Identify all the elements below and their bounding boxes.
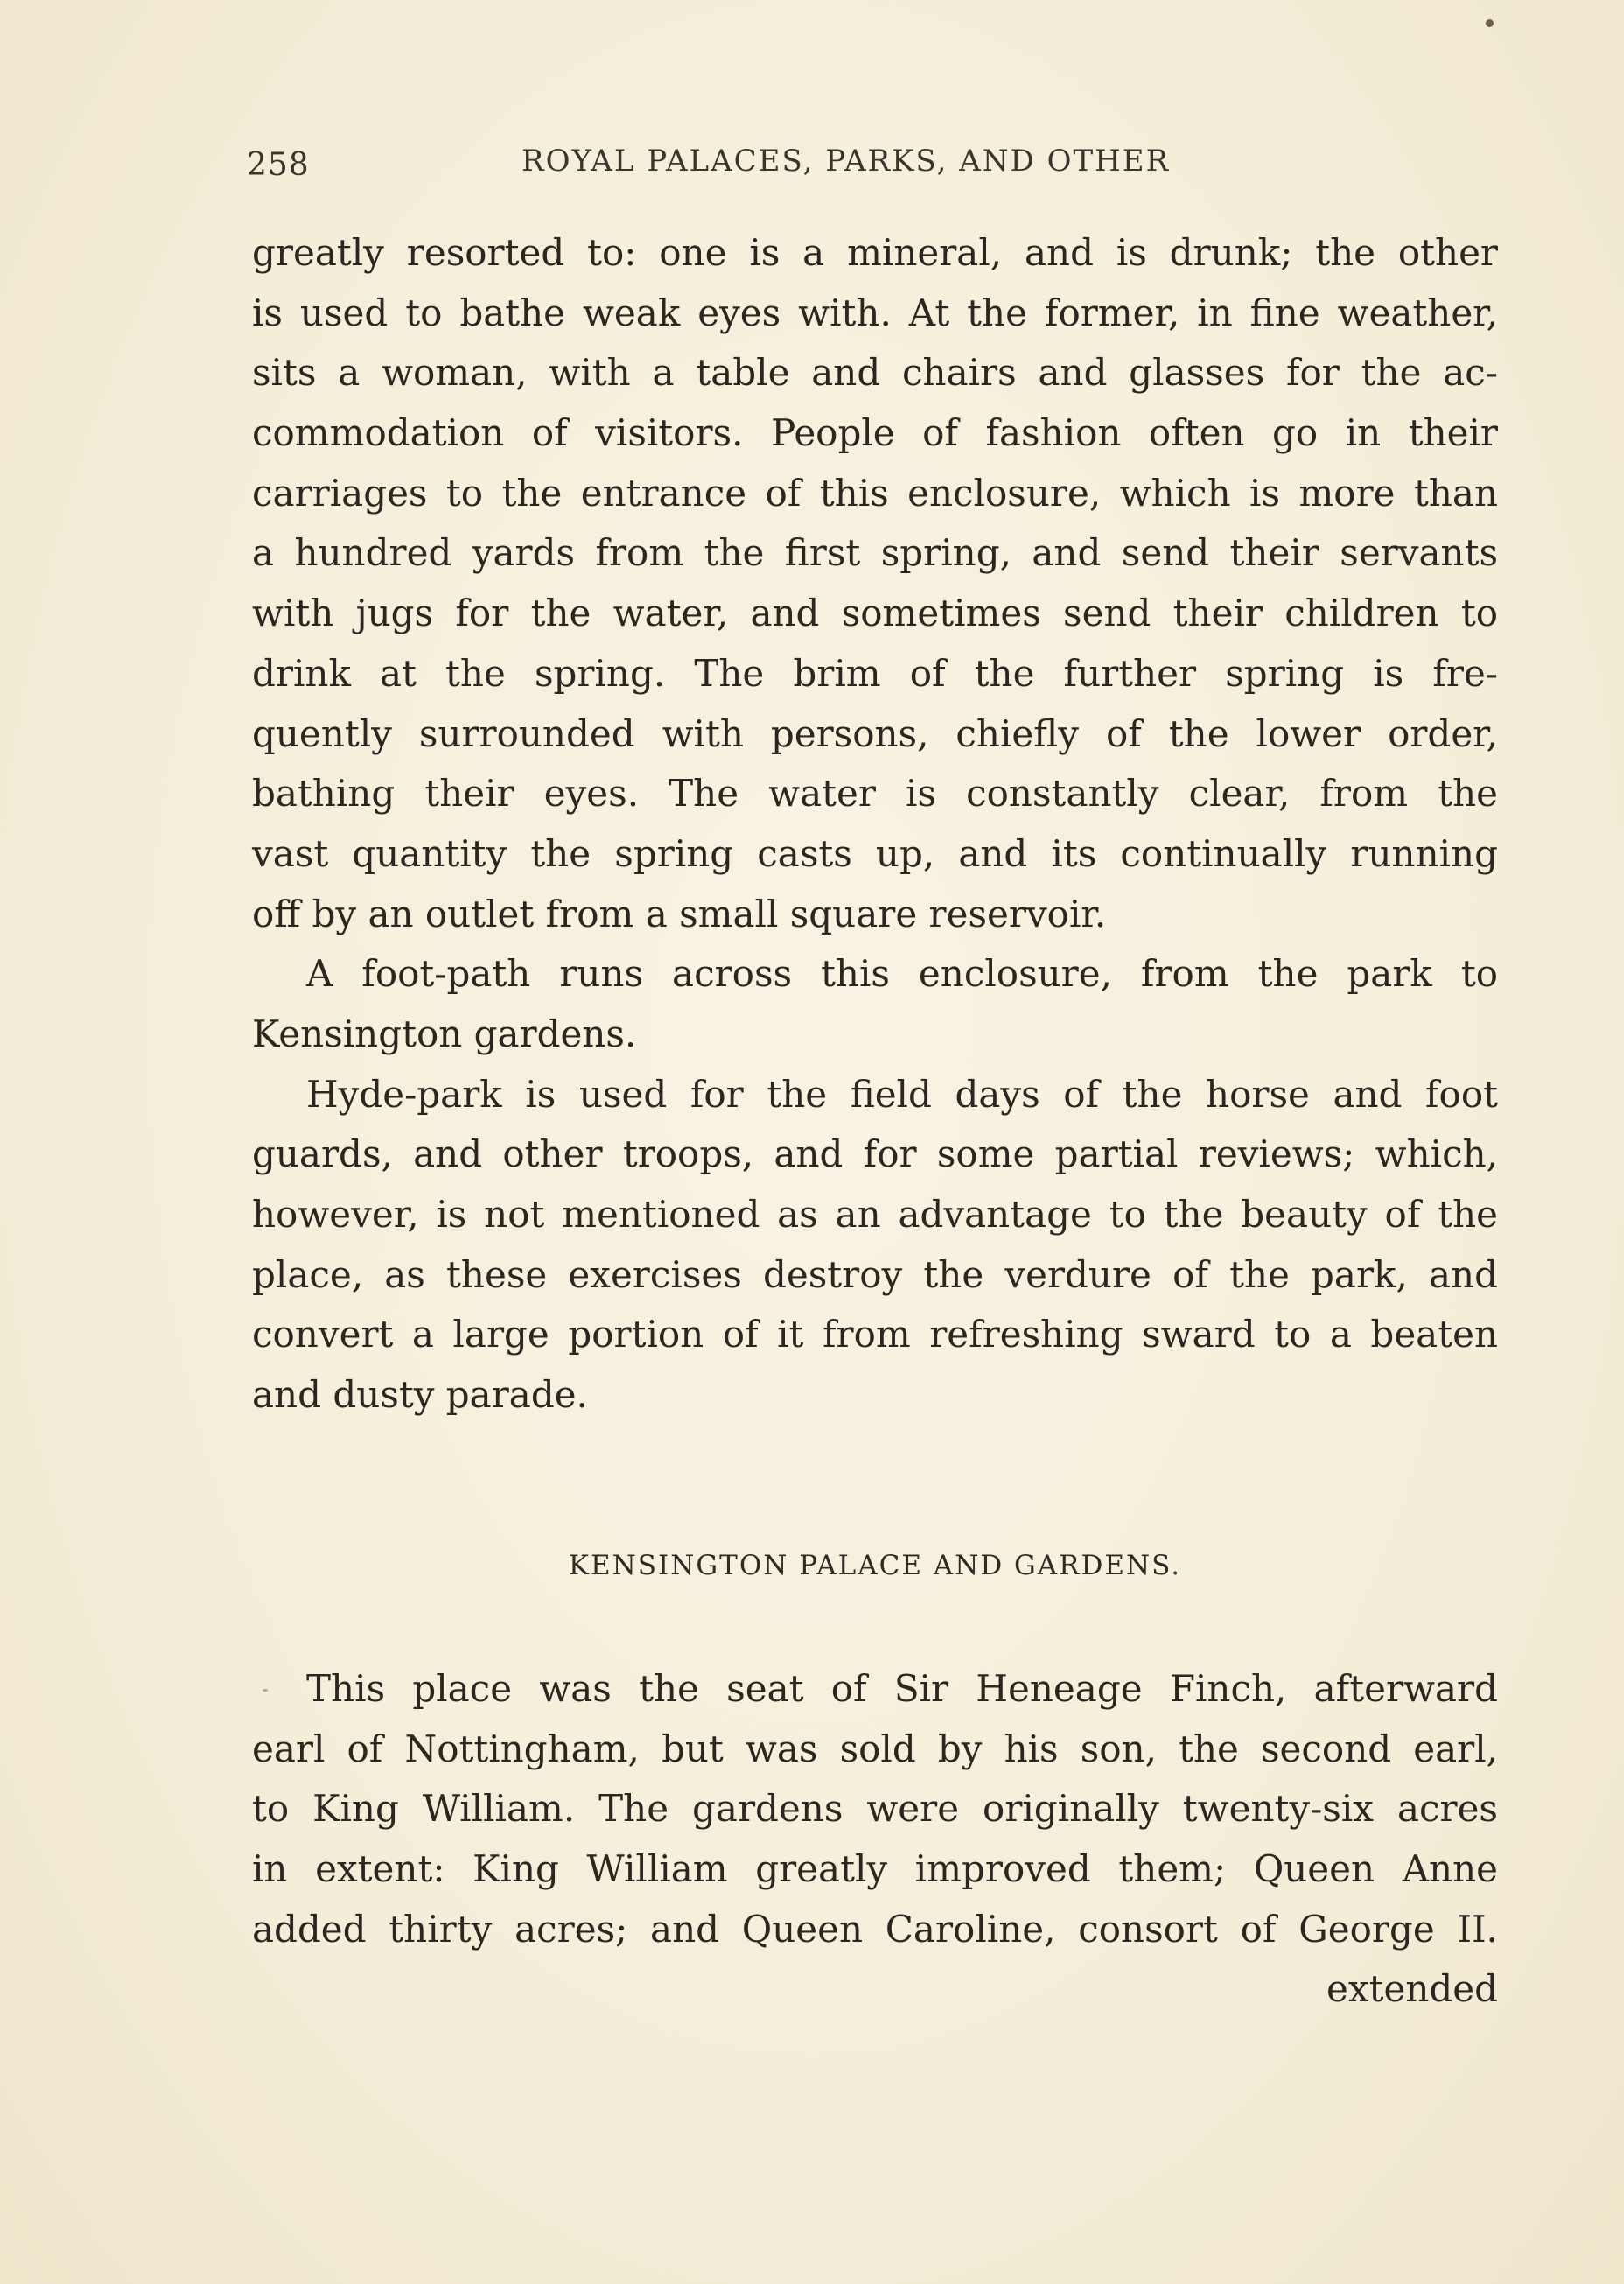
text-line: greatly resorted to: one is a mineral, and is drunk; the other <box>252 231 1498 274</box>
text-line: place, as these exercises destroy the verdure of the park, and <box>252 1252 1498 1296</box>
paper-speck <box>1486 19 1494 27</box>
text-line: vast quantity the spring casts up, and its continually running <box>252 831 1498 875</box>
paper-speck <box>262 1689 268 1692</box>
text-line: earl of Nottingham, but was sold by his son, the second earl, <box>252 1727 1498 1770</box>
text-line: a hundred yards from the first spring, and send their servants <box>252 531 1498 575</box>
text-line: Hyde-park is used for the field days of the horse and foot <box>306 1072 1498 1116</box>
page-number: 258 <box>247 147 310 183</box>
text-line: and dusty parade. <box>252 1373 588 1417</box>
text-line: is used to bathe weak eyes with. At the former, in fine weather, <box>252 291 1498 334</box>
catchword: extended <box>1326 1967 1498 2011</box>
text-line: guards, and other troops, and for some partial reviews; which, <box>252 1132 1498 1176</box>
text-line: quently surrounded with persons, chiefly of the lower order, <box>252 711 1498 755</box>
body-text <box>252 223 1498 1426</box>
text-line: to King William. The gardens were originally twenty-six acres <box>252 1787 1498 1831</box>
text-line: sits a woman, with a table and chairs and glasses for the ac- <box>252 351 1498 395</box>
section-heading: KENSINGTON PALACE AND GARDENS. <box>568 1550 1182 1581</box>
text-line: carriages to the entrance of this enclosure, which is more than <box>252 471 1498 515</box>
text-line: off by an outlet from a small square reservoir. <box>252 892 1107 935</box>
text-line: commodation of visitors. People of fashion often go in their <box>252 411 1498 455</box>
text-line: in extent: King William greatly improved them; Queen Anne <box>252 1847 1498 1891</box>
text-line: bathing their eyes. The water is constantly clear, from the <box>252 772 1498 816</box>
text-line: drink at the spring. The brim of the further spring is fre- <box>252 651 1498 695</box>
text-line: Kensington gardens. <box>252 1012 637 1055</box>
page-header <box>247 140 1498 193</box>
text-line: A foot-path runs across this enclosure, from the park to <box>306 952 1498 996</box>
running-head: ROYAL PALACES, PARKS, AND OTHER <box>522 144 1171 179</box>
text-line: This place was the seat of Sir Heneage Finch, afterward <box>306 1667 1498 1710</box>
text-line: convert a large portion of it from refreshing sward to a beaten <box>252 1313 1498 1356</box>
text-line: however, is not mentioned as an advantage to the beauty of the <box>252 1193 1498 1236</box>
text-line: added thirty acres; and Queen Caroline, consort of George II. <box>252 1907 1498 1951</box>
section-body-text <box>252 1659 1498 2020</box>
text-line: with jugs for the water, and sometimes send their children to <box>252 592 1498 635</box>
